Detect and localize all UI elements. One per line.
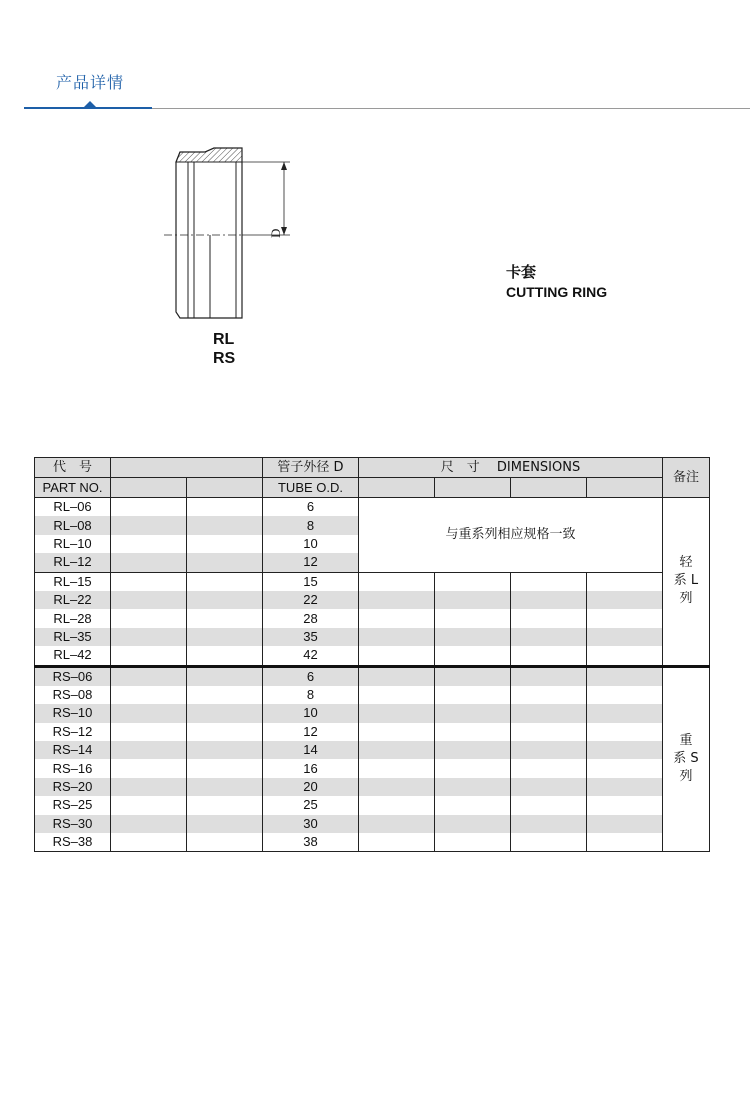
tube-od: 16: [263, 759, 359, 777]
empty-cell: [587, 759, 663, 777]
dimension-d-label: D: [268, 228, 283, 238]
empty-cell: [359, 833, 435, 852]
empty-cell: [359, 759, 435, 777]
heavy-series-note: [663, 666, 710, 852]
table-row: [35, 628, 710, 646]
empty-cell: [111, 796, 187, 814]
empty-cell: [435, 723, 511, 741]
product-name-en: CUTTING RING: [506, 284, 608, 300]
empty-cell: [187, 741, 263, 759]
header-dimensions: 尺 寸 DIMENSIONS: [359, 458, 663, 478]
empty-cell: [111, 572, 187, 591]
empty-cell: [587, 666, 663, 686]
empty-cell: [587, 591, 663, 609]
part-number: RL–22: [35, 591, 111, 609]
empty-cell: [511, 591, 587, 609]
empty-cell: [435, 796, 511, 814]
part-number: RS–25: [35, 796, 111, 814]
table-row: [35, 686, 710, 704]
empty-cell: [587, 572, 663, 591]
empty-cell: [511, 572, 587, 591]
empty-cell: [111, 741, 187, 759]
empty-cell: [187, 704, 263, 722]
empty-cell: [511, 704, 587, 722]
empty-cell: [359, 646, 435, 666]
part-number: RL–10: [35, 535, 111, 553]
empty-cell: [511, 666, 587, 686]
empty-cell: [511, 833, 587, 852]
empty-cell: [359, 796, 435, 814]
header-blank: [359, 478, 435, 498]
part-number: RS–16: [35, 759, 111, 777]
empty-cell: [187, 723, 263, 741]
header-part-no: PART NO.: [35, 478, 111, 498]
empty-cell: [111, 815, 187, 833]
empty-cell: [111, 535, 187, 553]
tube-od: 12: [263, 723, 359, 741]
empty-cell: [359, 704, 435, 722]
empty-cell: [359, 609, 435, 627]
empty-cell: [587, 723, 663, 741]
header-blank: [435, 478, 511, 498]
part-number: RS–12: [35, 723, 111, 741]
empty-cell: [359, 572, 435, 591]
empty-cell: [435, 609, 511, 627]
table-row: [35, 833, 710, 852]
header-code: 代 号: [35, 458, 111, 478]
empty-cell: [511, 723, 587, 741]
empty-cell: [435, 572, 511, 591]
empty-cell: [435, 666, 511, 686]
empty-cell: [435, 686, 511, 704]
empty-cell: [511, 796, 587, 814]
part-number: RS–14: [35, 741, 111, 759]
model-label-rs: RS: [213, 350, 236, 367]
table-row: [35, 572, 710, 591]
header-note: 备注: [663, 458, 710, 498]
empty-cell: [187, 553, 263, 572]
empty-cell: [111, 628, 187, 646]
empty-cell: [435, 646, 511, 666]
part-number: RS–38: [35, 833, 111, 852]
empty-cell: [111, 498, 187, 517]
empty-cell: [359, 723, 435, 741]
empty-cell: [111, 833, 187, 852]
empty-cell: [187, 591, 263, 609]
empty-cell: [187, 778, 263, 796]
tube-od: 15: [263, 572, 359, 591]
title-underline: [24, 107, 152, 109]
part-number: RS–06: [35, 666, 111, 686]
part-number: RL–28: [35, 609, 111, 627]
empty-cell: [587, 609, 663, 627]
empty-cell: [111, 516, 187, 534]
empty-cell: [511, 759, 587, 777]
empty-cell: [359, 666, 435, 686]
empty-cell: [435, 759, 511, 777]
empty-cell: [511, 628, 587, 646]
empty-cell: [111, 723, 187, 741]
tube-od: 12: [263, 553, 359, 572]
table-row: [35, 646, 710, 666]
table-row: [35, 778, 710, 796]
part-number: RS–20: [35, 778, 111, 796]
empty-cell: [435, 833, 511, 852]
empty-cell: [187, 796, 263, 814]
empty-cell: [435, 741, 511, 759]
empty-cell: [187, 609, 263, 627]
part-number: RS–30: [35, 815, 111, 833]
light-series-note-text: 轻 系 L 列: [673, 555, 699, 607]
part-number: RL–12: [35, 553, 111, 572]
empty-cell: [187, 666, 263, 686]
empty-cell: [187, 815, 263, 833]
part-number: RS–08: [35, 686, 111, 704]
empty-cell: [511, 815, 587, 833]
header-blank: [511, 478, 587, 498]
header-tube-od: 管子外径 D: [263, 458, 359, 478]
empty-cell: [187, 759, 263, 777]
empty-cell: [187, 535, 263, 553]
table-row: [35, 704, 710, 722]
empty-cell: [187, 572, 263, 591]
empty-cell: [511, 646, 587, 666]
empty-cell: [111, 666, 187, 686]
empty-cell: [111, 591, 187, 609]
empty-cell: [587, 704, 663, 722]
tube-od: 8: [263, 516, 359, 534]
title-caret: [84, 101, 96, 107]
tube-od: 8: [263, 686, 359, 704]
tube-od: 10: [263, 704, 359, 722]
empty-cell: [187, 686, 263, 704]
tube-od: 14: [263, 741, 359, 759]
header-tube-od-en: TUBE O.D.: [263, 478, 359, 498]
empty-cell: [587, 646, 663, 666]
empty-cell: [587, 815, 663, 833]
empty-cell: [587, 796, 663, 814]
part-number: RS–10: [35, 704, 111, 722]
part-number: RL–08: [35, 516, 111, 534]
empty-cell: [511, 741, 587, 759]
header-blank: [111, 458, 263, 478]
part-number: RL–06: [35, 498, 111, 517]
empty-cell: [187, 833, 263, 852]
empty-cell: [111, 609, 187, 627]
empty-cell: [111, 778, 187, 796]
tube-od: 25: [263, 796, 359, 814]
table-row: [35, 723, 710, 741]
empty-cell: [187, 498, 263, 517]
empty-cell: [187, 628, 263, 646]
tube-od: 20: [263, 778, 359, 796]
empty-cell: [111, 759, 187, 777]
tube-od: 28: [263, 609, 359, 627]
empty-cell: [187, 516, 263, 534]
product-name-cn: 卡套: [506, 263, 537, 281]
empty-cell: [359, 778, 435, 796]
tube-od: 10: [263, 535, 359, 553]
empty-cell: [435, 591, 511, 609]
empty-cell: [187, 646, 263, 666]
merged-note: 与重系列相应规格一致: [359, 498, 663, 573]
page-title: 产品详情: [56, 73, 125, 92]
empty-cell: [111, 686, 187, 704]
empty-cell: [511, 609, 587, 627]
empty-cell: [587, 778, 663, 796]
table-row: [35, 759, 710, 777]
table-row: [35, 498, 710, 517]
empty-cell: [587, 741, 663, 759]
tube-od: 22: [263, 591, 359, 609]
part-number: RL–42: [35, 646, 111, 666]
empty-cell: [587, 628, 663, 646]
table-row: [35, 815, 710, 833]
empty-cell: [359, 741, 435, 759]
empty-cell: [111, 704, 187, 722]
table-row: [35, 591, 710, 609]
empty-cell: [111, 553, 187, 572]
header-blank: [111, 478, 187, 498]
empty-cell: [359, 815, 435, 833]
tube-od: 6: [263, 498, 359, 517]
empty-cell: [435, 778, 511, 796]
part-number: RL–15: [35, 572, 111, 591]
dimensions-table: [34, 457, 710, 852]
empty-cell: [511, 686, 587, 704]
empty-cell: [587, 686, 663, 704]
tube-od: 30: [263, 815, 359, 833]
light-series-note: [663, 498, 710, 667]
empty-cell: [435, 628, 511, 646]
heavy-series-note-text: 重 系 S 列: [673, 733, 699, 785]
header-blank: [587, 478, 663, 498]
table-row: [35, 796, 710, 814]
empty-cell: [435, 815, 511, 833]
empty-cell: [359, 628, 435, 646]
part-number: RL–35: [35, 628, 111, 646]
empty-cell: [435, 704, 511, 722]
cutting-ring-drawing: [150, 140, 310, 325]
empty-cell: [359, 591, 435, 609]
table-row: [35, 666, 710, 686]
tube-od: 6: [263, 666, 359, 686]
tube-od: 38: [263, 833, 359, 852]
table-row: [35, 609, 710, 627]
header-blank: [187, 478, 263, 498]
model-label-rl: RL: [213, 331, 235, 348]
empty-cell: [587, 833, 663, 852]
empty-cell: [511, 778, 587, 796]
empty-cell: [111, 646, 187, 666]
tube-od: 35: [263, 628, 359, 646]
empty-cell: [359, 686, 435, 704]
tube-od: 42: [263, 646, 359, 666]
table-row: [35, 741, 710, 759]
